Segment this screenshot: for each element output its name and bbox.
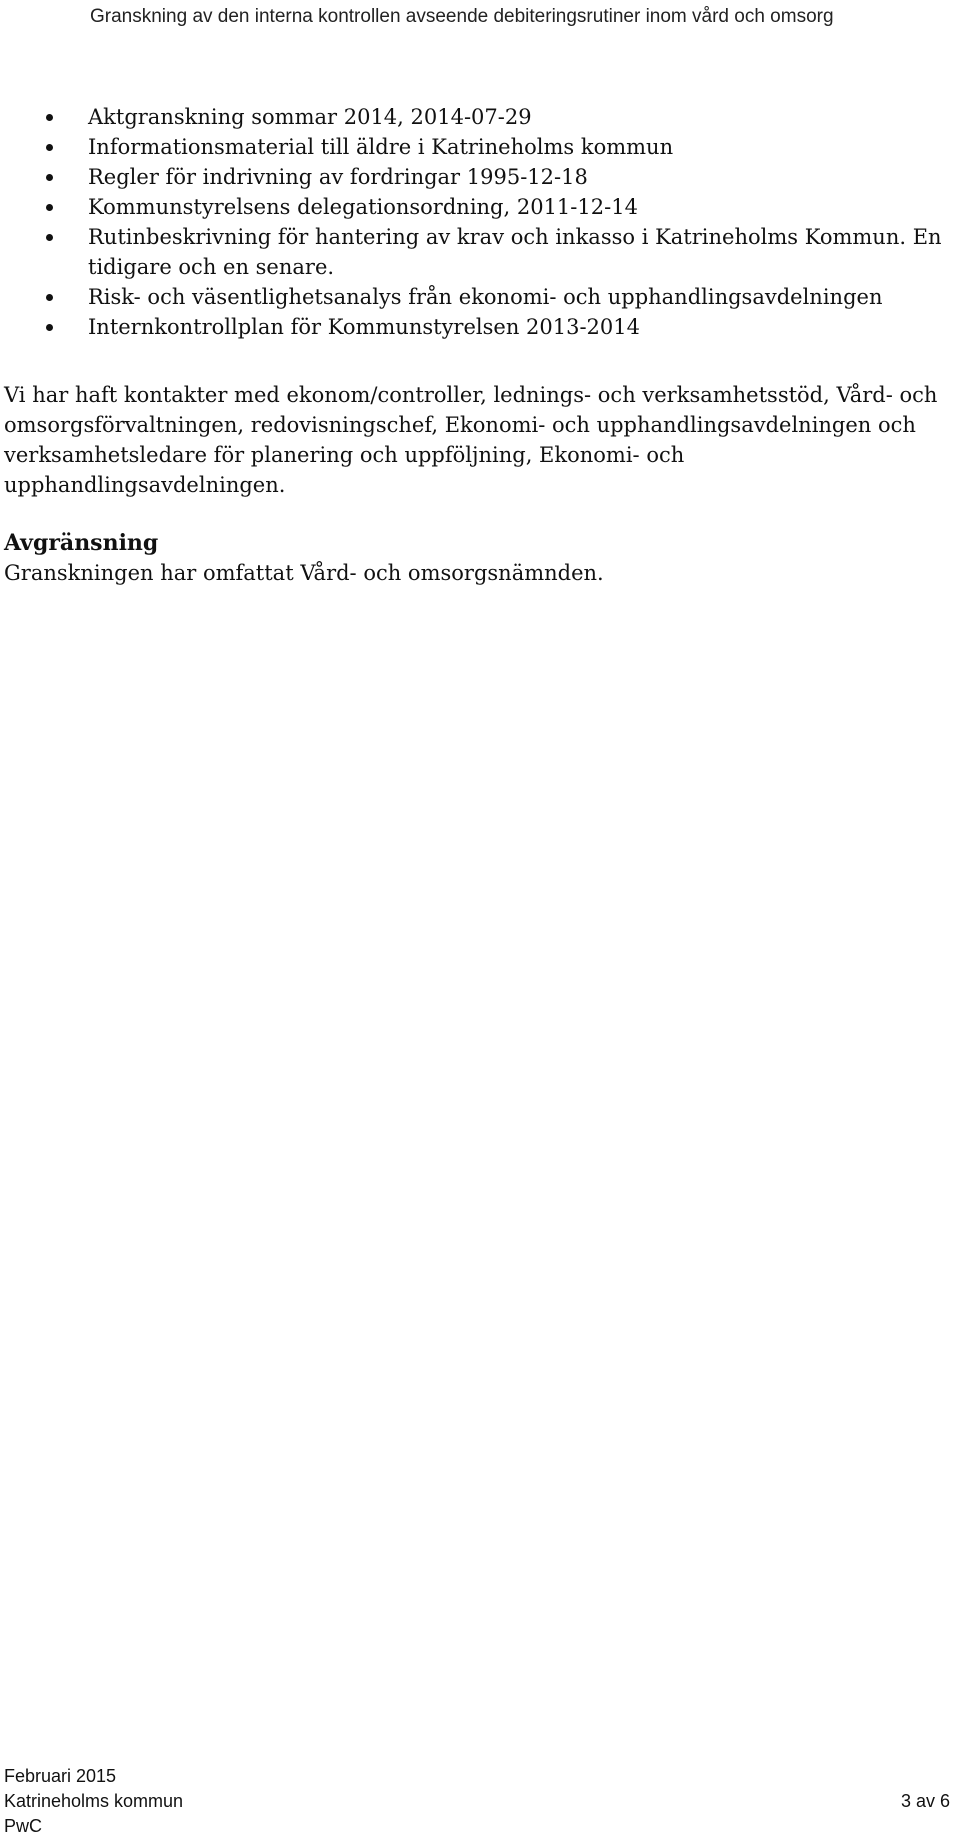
footer-org-line bbox=[4, 1789, 950, 1814]
list-item-text: Regler för indrivning av fordringar 1995-12-18 bbox=[88, 165, 588, 189]
main-content bbox=[4, 102, 954, 588]
list-item bbox=[4, 282, 954, 312]
bullet-icon bbox=[46, 294, 53, 301]
footer-organization: Katrineholms kommun bbox=[4, 1791, 184, 1811]
contacts-paragraph: Vi har haft kontakter med ekonom/controller, lednings- och verksamhetsstöd, Vård- och omsorgsförvaltningen, redovisningschef, Ekonomi- och upphandlingsavdelningen och verksamhetsledare för planering och uppföljning, Ekonomi- och upphandlingsavdelningen. bbox=[4, 383, 938, 497]
footer-firm: PwC bbox=[4, 1816, 43, 1836]
bullet-icon bbox=[46, 234, 53, 241]
list-item-text: Internkontrollplan för Kommunstyrelsen 2013-2014 bbox=[88, 315, 640, 339]
list-item-text: Informationsmaterial till äldre i Katrineholms kommun bbox=[88, 135, 674, 159]
bullet-icon bbox=[46, 144, 53, 151]
page-footer bbox=[4, 1764, 950, 1839]
list-item bbox=[4, 192, 954, 222]
page-header bbox=[90, 4, 960, 30]
header-title: Granskning av den interna kontrollen avseende debiteringsrutiner inom vård och omsorg bbox=[90, 6, 834, 27]
bullet-icon bbox=[46, 174, 53, 181]
list-item-text: Kommunstyrelsens delegationsordning, 2011-12-14 bbox=[88, 195, 638, 219]
list-item bbox=[4, 222, 954, 282]
delimitation-heading: Avgränsning bbox=[4, 530, 159, 556]
list-item bbox=[4, 132, 954, 162]
page-number: 3 av 6 bbox=[900, 1791, 950, 1811]
bullet-icon bbox=[46, 204, 53, 211]
list-item bbox=[4, 162, 954, 192]
bullet-icon bbox=[46, 114, 53, 121]
list-item-text: Aktgranskning sommar 2014, 2014-07-29 bbox=[88, 105, 532, 129]
list-item bbox=[4, 102, 954, 132]
list-item-text: Risk- och väsentlighetsanalys från ekonomi- och upphandlingsavdelningen bbox=[88, 285, 883, 309]
delimitation-text: Granskningen har omfattat Vård- och omsorgsnämnden. bbox=[4, 561, 604, 585]
source-list bbox=[4, 102, 954, 342]
list-item-text: Rutinbeskrivning för hantering av krav och inkasso i Katrineholms Kommun. En tidigare och en senare. bbox=[88, 225, 942, 279]
footer-date: Februari 2015 bbox=[4, 1766, 117, 1786]
list-item bbox=[4, 312, 954, 342]
bullet-icon bbox=[46, 324, 53, 331]
